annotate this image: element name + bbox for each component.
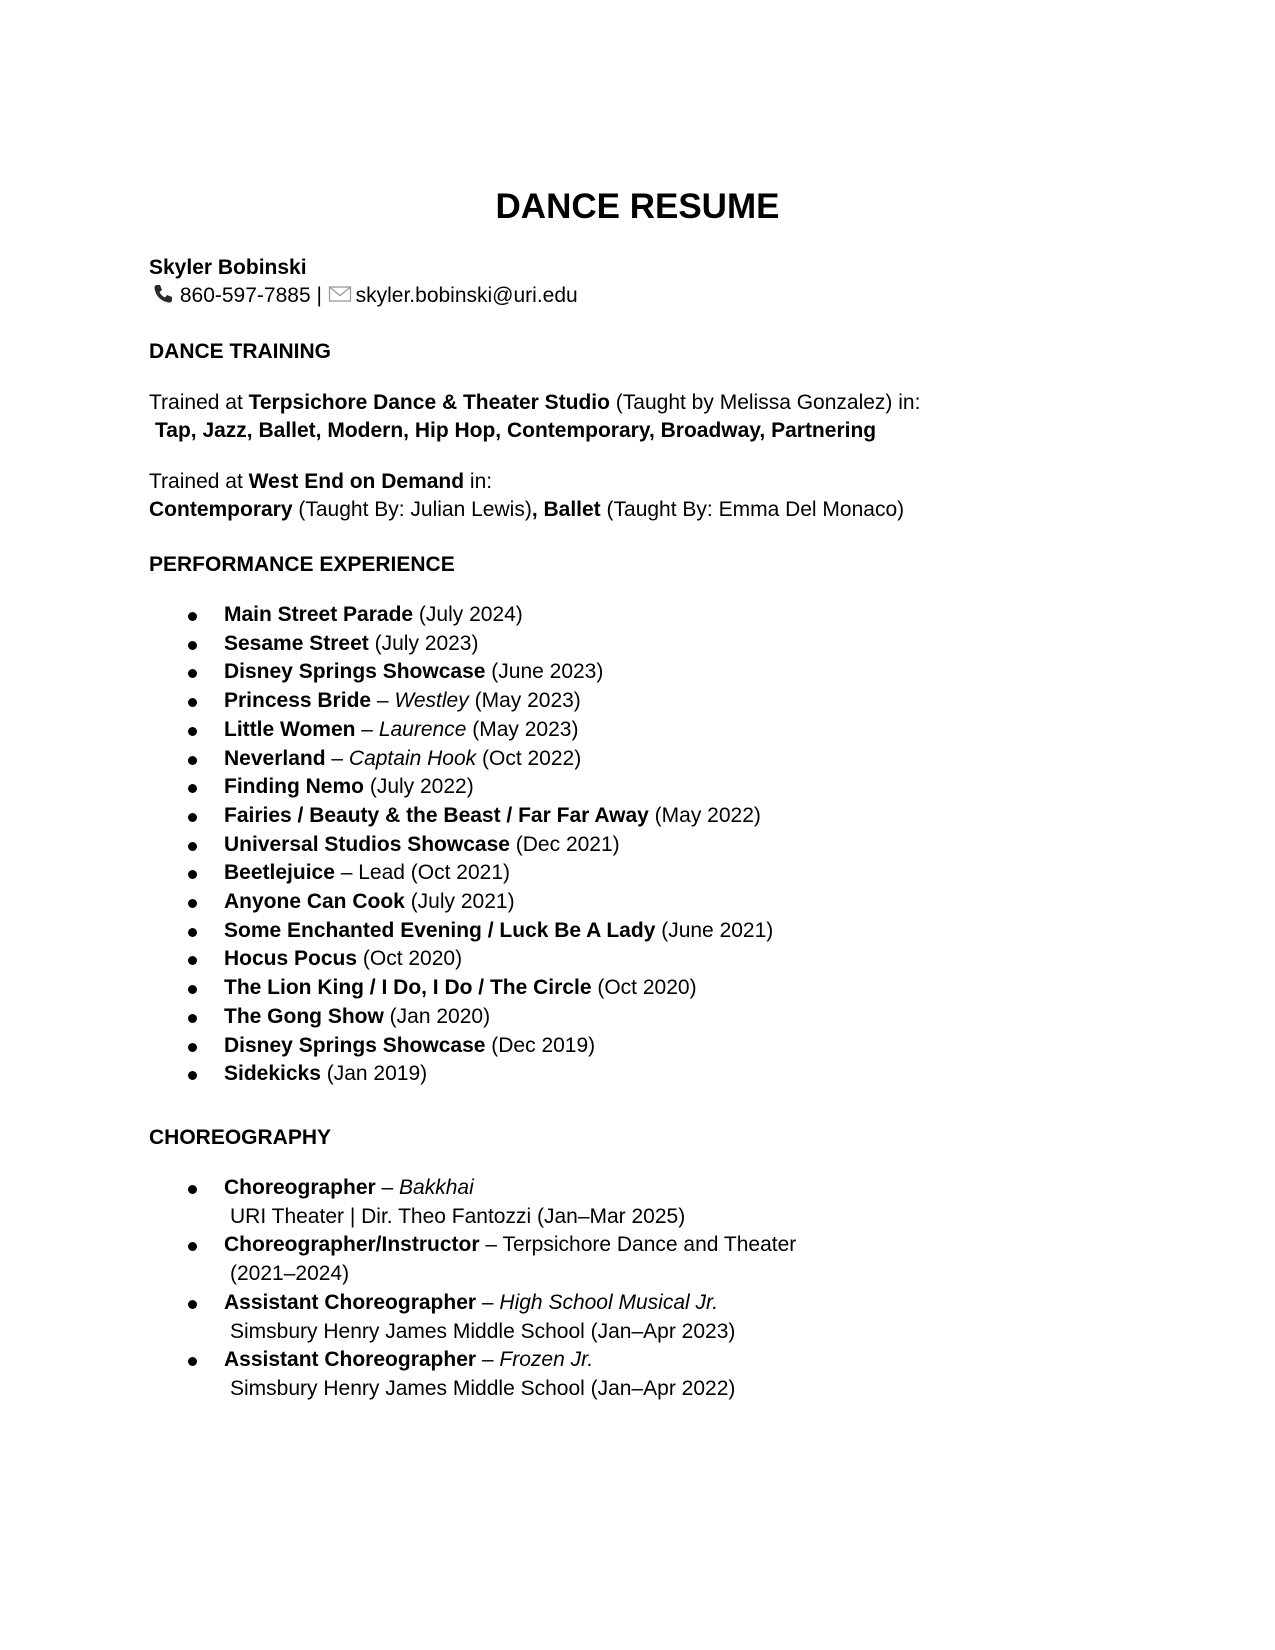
list-item xyxy=(149,1289,796,1346)
bullet-icon xyxy=(188,1014,197,1023)
studio-teacher: (Taught by Melissa Gonzalez) in: xyxy=(609,391,921,414)
show-date: (Oct 2022) xyxy=(476,746,582,770)
bullet-icon xyxy=(188,899,197,908)
production-name: High School Musical Jr. xyxy=(499,1290,719,1314)
position-detail: URI Theater | Dir. Theo Fantozzi (Jan–Mar 2025) xyxy=(230,1204,686,1228)
show-date: (July 2023) xyxy=(368,631,479,655)
position-detail: (2021–2024) xyxy=(230,1262,350,1286)
list-item xyxy=(149,888,773,917)
list-item xyxy=(149,745,773,774)
training-styles: Tap, Jazz, Ballet, Modern, Hip Hop, Contemporary, Broadway, Partnering xyxy=(155,419,877,442)
bullet-icon xyxy=(188,842,197,851)
teacher: (Taught By: Julian Lewis) xyxy=(292,498,532,521)
list-item xyxy=(149,917,773,946)
show-date: (Dec 2021) xyxy=(509,832,620,856)
bullet-icon xyxy=(188,956,197,965)
list-item xyxy=(149,1060,773,1089)
separator: – xyxy=(375,1176,400,1199)
separator: – xyxy=(476,1348,500,1372)
show-date: (July 2022) xyxy=(364,775,474,799)
show-title: Sesame Street xyxy=(224,631,369,655)
bullet-icon xyxy=(188,784,197,793)
training-suffix: in: xyxy=(464,470,493,493)
show-title: Finding Nemo xyxy=(224,775,364,799)
show-title: Princess Bride xyxy=(224,689,372,713)
list-item xyxy=(149,601,773,630)
list-item xyxy=(149,974,773,1003)
training-block2-styles xyxy=(149,496,904,524)
organization-name: Terpsichore Dance and Theater xyxy=(502,1233,797,1257)
contact-separator: | xyxy=(316,284,322,307)
show-date: (May 2022) xyxy=(648,803,761,827)
phone-number[interactable]: 860-597-7885 xyxy=(179,284,311,307)
show-date: (Oct 2020) xyxy=(357,947,463,971)
show-title: Main Street Parade xyxy=(224,603,414,626)
training-heading: DANCE TRAINING xyxy=(149,340,331,363)
bullet-icon xyxy=(188,612,197,621)
show-title: Anyone Can Cook xyxy=(224,890,405,914)
list-item xyxy=(149,687,773,716)
comma: , xyxy=(531,498,538,521)
bullet-icon xyxy=(188,985,197,994)
list-item xyxy=(149,1346,796,1403)
list-item xyxy=(149,773,773,802)
show-title: Disney Springs Showcase xyxy=(224,660,486,684)
show-date: (May 2023) xyxy=(466,717,579,741)
applicant-name: Skyler Bobinski xyxy=(149,256,307,279)
performance-list xyxy=(149,601,773,1089)
separator: – xyxy=(479,1233,503,1257)
show-date: (June 2021) xyxy=(655,918,774,942)
role-name: Laurence xyxy=(378,717,467,741)
bullet-icon xyxy=(188,813,197,822)
separator: – xyxy=(476,1290,500,1314)
list-item xyxy=(149,945,773,974)
page-title: DANCE RESUME xyxy=(495,187,780,226)
show-date: (Jan 2020) xyxy=(383,1004,491,1028)
show-title: Disney Springs Showcase xyxy=(224,1033,486,1057)
show-date: (Oct 2020) xyxy=(591,976,697,1000)
show-date: (May 2023) xyxy=(468,689,581,713)
list-item xyxy=(149,1003,773,1032)
list-item xyxy=(149,630,773,659)
bullet-icon xyxy=(188,1071,197,1080)
training-prefix: Trained at xyxy=(149,391,249,414)
show-title: Hocus Pocus xyxy=(224,947,358,971)
show-title: Some Enchanted Evening / Luck Be A Lady xyxy=(224,918,656,942)
bullet-icon xyxy=(188,870,197,879)
production-name: Bakkhai xyxy=(399,1176,474,1199)
show-date: (Jan 2019) xyxy=(320,1062,428,1086)
envelope-icon xyxy=(328,283,350,305)
show-title: The Lion King / I Do, I Do / The Circle xyxy=(224,976,592,1000)
production-name: Frozen Jr. xyxy=(499,1348,594,1372)
show-date: (June 2023) xyxy=(485,660,604,684)
choreography-heading: CHOREOGRAPHY xyxy=(149,1126,332,1149)
bullet-icon xyxy=(188,1242,197,1251)
show-title: Fairies / Beauty & the Beast / Far Far Away xyxy=(224,803,649,827)
bullet-icon xyxy=(188,1043,197,1052)
list-item xyxy=(149,831,773,860)
bullet-icon xyxy=(188,727,197,736)
list-item xyxy=(149,716,773,745)
show-date: (July 2024) xyxy=(413,603,523,626)
list-item xyxy=(149,1231,796,1288)
role-name: Captain Hook xyxy=(348,746,477,770)
separator: – xyxy=(334,861,359,885)
phone-icon xyxy=(152,283,174,305)
list-item xyxy=(149,802,773,831)
position-detail: Simsbury Henry James Middle School (Jan–Apr 2023) xyxy=(230,1319,736,1343)
bullet-icon xyxy=(188,669,197,678)
position-title: Choreographer/Instructor xyxy=(224,1233,480,1257)
style-ballet: Ballet xyxy=(537,498,601,521)
training-prefix: Trained at xyxy=(149,470,249,493)
bullet-icon xyxy=(188,756,197,765)
bullet-icon xyxy=(188,1357,197,1366)
position-title: Assistant Choreographer xyxy=(224,1290,477,1314)
style-contemporary: Contemporary xyxy=(149,498,293,521)
show-title: Sidekicks xyxy=(224,1062,321,1086)
show-date: (July 2021) xyxy=(404,890,515,914)
show-title: Little Women xyxy=(224,717,356,741)
list-item xyxy=(149,859,773,888)
choreography-list xyxy=(149,1174,796,1404)
position-detail: Simsbury Henry James Middle School (Jan–Apr 2022) xyxy=(230,1376,736,1400)
show-title: Neverland xyxy=(224,746,326,770)
contact-line xyxy=(152,282,578,310)
training-block1-line xyxy=(149,389,920,417)
separator: – xyxy=(371,689,395,713)
separator: – xyxy=(355,717,379,741)
position-title: Choreographer xyxy=(224,1176,376,1199)
training-block2-line xyxy=(149,468,492,496)
show-title: Universal Studios Showcase xyxy=(224,832,510,856)
studio-name: Terpsichore Dance & Theater Studio xyxy=(248,391,610,414)
list-item xyxy=(149,1032,773,1061)
teacher: (Taught By: Emma Del Monaco) xyxy=(600,498,905,521)
show-date: (Dec 2019) xyxy=(485,1033,596,1057)
bullet-icon xyxy=(188,928,197,937)
show-date: (Oct 2021) xyxy=(404,861,511,885)
position-title: Assistant Choreographer xyxy=(224,1348,477,1372)
list-item xyxy=(149,1174,796,1231)
performance-heading: PERFORMANCE EXPERIENCE xyxy=(149,553,455,576)
separator: – xyxy=(325,746,349,770)
email-link[interactable]: skyler.bobinski@uri.edu xyxy=(355,284,578,307)
bullet-icon xyxy=(188,698,197,707)
role-name: Westley xyxy=(394,689,469,713)
list-item xyxy=(149,658,773,687)
bullet-icon xyxy=(188,1300,197,1309)
bullet-icon xyxy=(188,1185,197,1194)
show-title: The Gong Show xyxy=(224,1004,384,1028)
show-title: Beetlejuice xyxy=(224,861,335,885)
bullet-icon xyxy=(188,641,197,650)
studio-name: West End on Demand xyxy=(248,470,465,493)
role-name: Lead xyxy=(358,861,405,885)
